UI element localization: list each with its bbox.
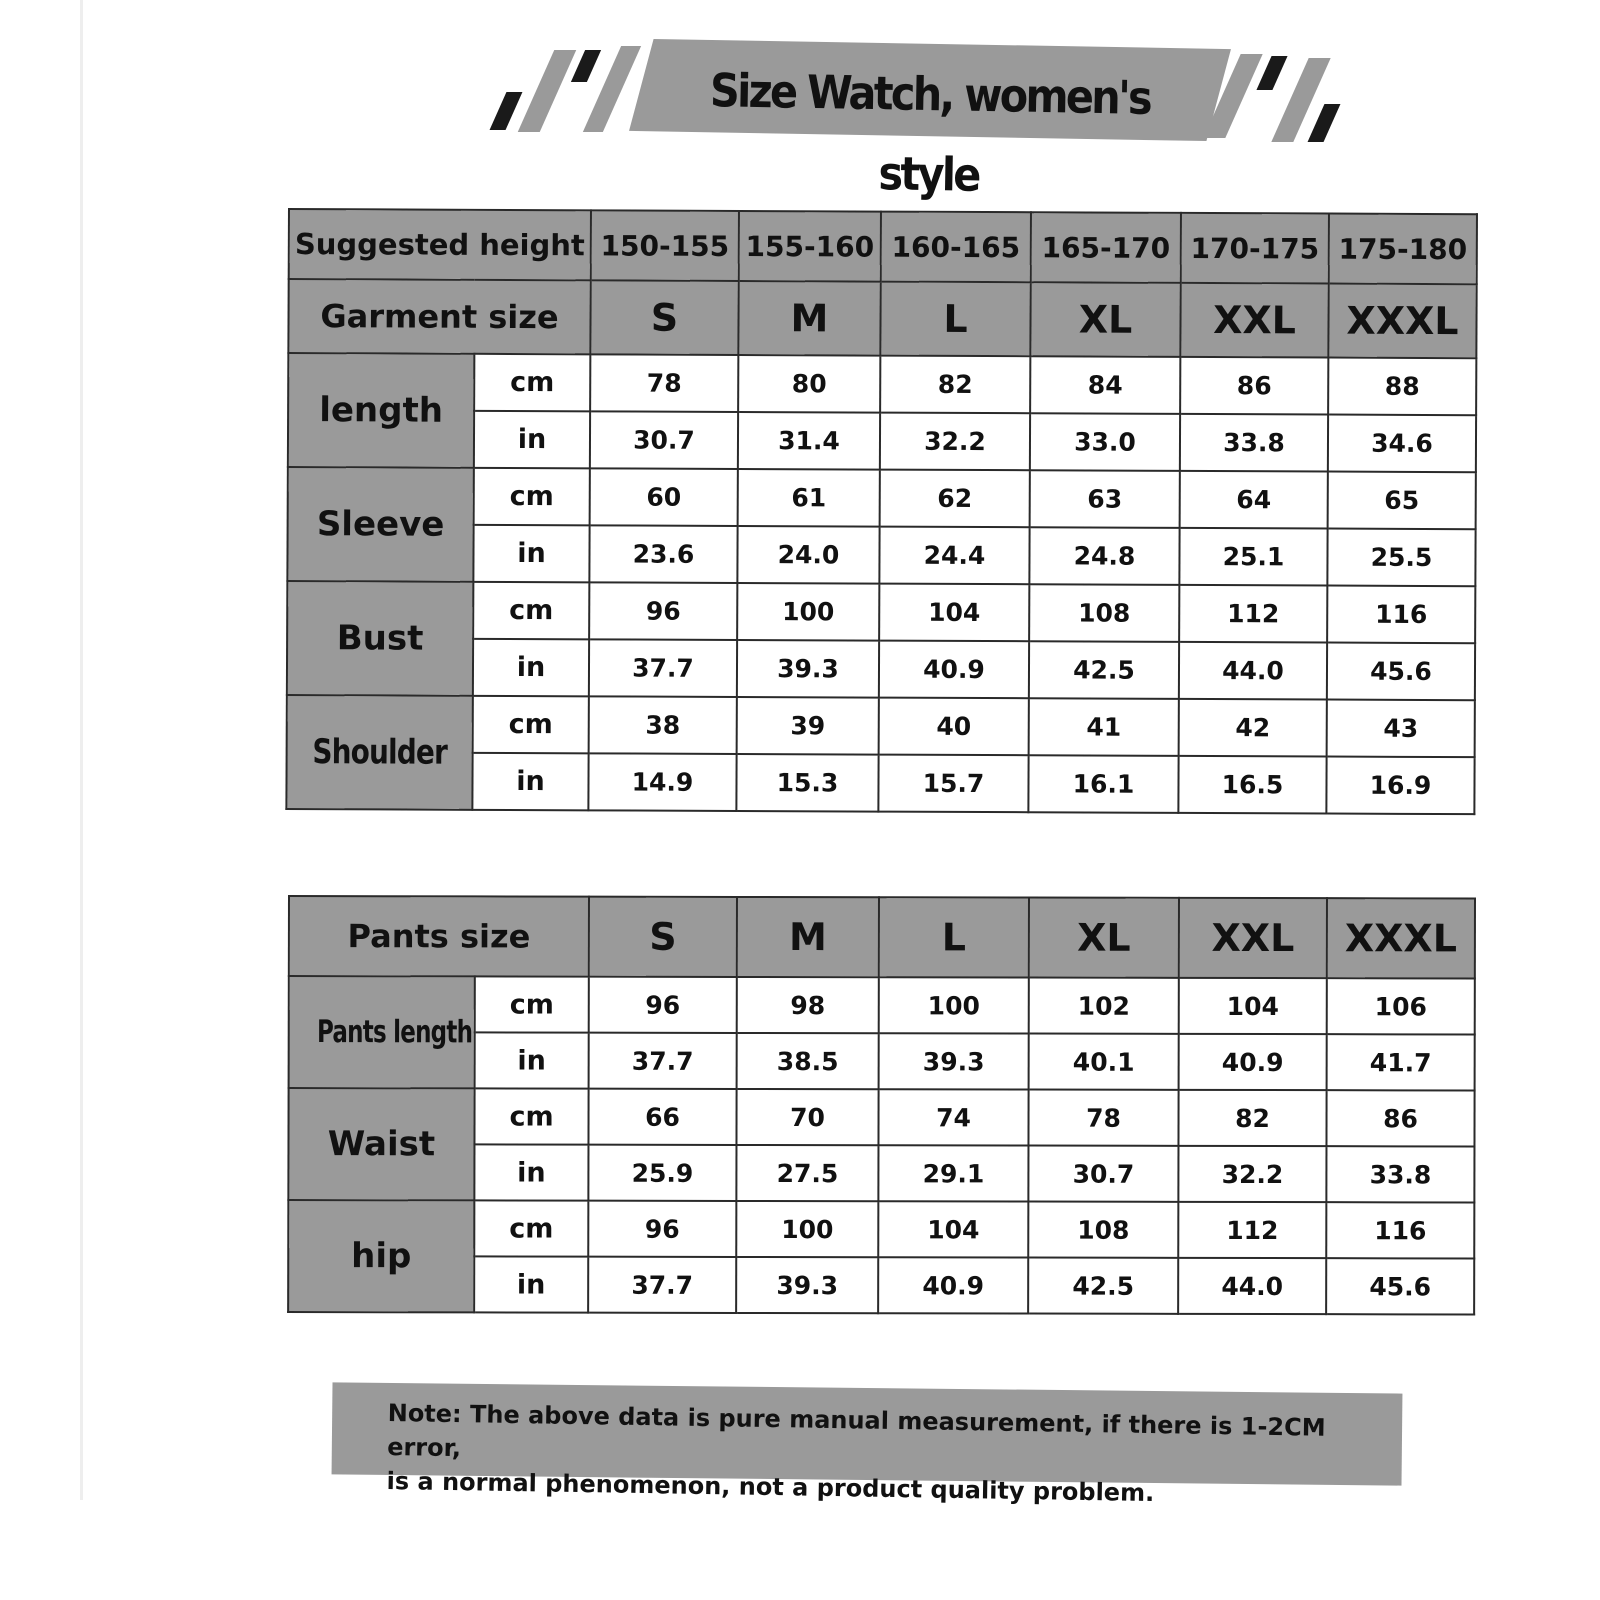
value-cell: 33.8 (1180, 414, 1328, 472)
page-title: Size Watch, women's style (709, 63, 1151, 202)
value-cell: 25.5 (1327, 529, 1475, 587)
value-cell: 82 (1178, 1090, 1326, 1146)
value-cell: 106 (1327, 978, 1475, 1034)
edge-line (80, 0, 83, 1500)
size-cell: S (589, 897, 737, 977)
value-cell: 112 (1179, 585, 1327, 643)
right-stripe-2 (1256, 56, 1287, 90)
unit-label: in (473, 639, 589, 697)
size-cell: M (737, 897, 879, 977)
value-cell: 23.6 (589, 525, 737, 583)
value-cell: 41 (1029, 698, 1179, 756)
value-cell: 63 (1030, 470, 1180, 528)
value-cell: 45.6 (1327, 643, 1475, 701)
value-cell: 31.4 (738, 412, 880, 470)
value-cell: 112 (1178, 1202, 1326, 1258)
value-cell: 42 (1179, 699, 1327, 757)
value-cell: 40.9 (878, 1257, 1028, 1313)
value-cell: 100 (737, 583, 879, 641)
measure-label-bust: Bust (287, 581, 473, 696)
note-text (386, 1396, 1367, 1513)
value-cell: 43 (1327, 700, 1475, 758)
value-cell: 33.0 (1030, 413, 1180, 471)
value-cell: 100 (736, 1201, 878, 1257)
unit-label: in (472, 753, 588, 811)
size-cell: L (880, 282, 1030, 357)
measure-label-length: length (288, 353, 474, 468)
pants-size-row (289, 896, 1475, 978)
title-banner (490, 40, 1360, 202)
value-cell: 100 (879, 977, 1029, 1033)
garment-size-row (288, 279, 1476, 358)
height-cell: 150-155 (591, 210, 739, 281)
height-cell: 155-160 (739, 211, 881, 282)
value-cell: 42.5 (1028, 1258, 1178, 1314)
value-cell: 25.1 (1179, 528, 1327, 586)
table-row (288, 467, 1476, 529)
measure-label-hip: hip (288, 1200, 474, 1312)
unit-label: in (473, 525, 589, 583)
value-cell: 37.7 (589, 639, 737, 697)
size-cell: L (879, 897, 1029, 977)
value-cell: 104 (1179, 978, 1327, 1034)
unit-label: in (474, 1256, 588, 1312)
unit-label: cm (474, 468, 590, 526)
value-cell: 96 (588, 1201, 736, 1257)
value-cell: 15.3 (736, 754, 878, 812)
value-cell: 98 (737, 977, 879, 1033)
size-cell: XL (1030, 282, 1180, 357)
left-stripe-1 (490, 92, 523, 130)
value-cell: 116 (1326, 1202, 1474, 1258)
value-cell: 24.4 (879, 527, 1029, 585)
suggested-height-label: Suggested height (289, 209, 591, 280)
value-cell: 42.5 (1029, 641, 1179, 699)
value-cell: 14.9 (588, 753, 736, 811)
unit-label: in (475, 1032, 589, 1088)
size-cell: M (738, 281, 880, 356)
value-cell: 74 (878, 1089, 1028, 1145)
unit-label: in (474, 411, 590, 469)
unit-label: in (474, 1144, 588, 1200)
value-cell: 104 (879, 584, 1029, 642)
value-cell: 102 (1029, 978, 1179, 1034)
table-row (287, 581, 1475, 643)
value-cell: 16.5 (1178, 756, 1326, 814)
value-cell: 60 (590, 468, 738, 526)
value-cell: 24.8 (1029, 527, 1179, 585)
garment-size-table (285, 208, 1478, 815)
left-stripe-3 (571, 50, 601, 82)
value-cell: 40 (879, 698, 1029, 756)
value-cell: 38.5 (737, 1033, 879, 1089)
height-row (289, 209, 1477, 284)
table-row (287, 695, 1475, 757)
measure-label-shoulder (286, 695, 472, 810)
value-cell: 78 (590, 354, 738, 412)
value-cell: 64 (1180, 471, 1328, 529)
value-cell: 29.1 (878, 1145, 1028, 1201)
value-cell: 30.7 (590, 411, 738, 469)
value-cell: 33.8 (1326, 1146, 1474, 1202)
value-cell: 62 (880, 470, 1030, 528)
value-cell: 78 (1028, 1090, 1178, 1146)
note-line-2: is a normal phenomenon, not a product quality problem. (386, 1466, 1155, 1508)
unit-label: cm (473, 582, 589, 640)
value-cell: 15.7 (878, 755, 1028, 813)
value-cell: 16.9 (1326, 757, 1474, 815)
value-cell: 108 (1029, 584, 1179, 642)
value-cell: 104 (878, 1201, 1028, 1257)
height-cell: 170-175 (1181, 213, 1329, 284)
size-cell: XXL (1180, 283, 1328, 358)
value-cell: 86 (1180, 357, 1328, 415)
value-cell: 40.9 (879, 641, 1029, 699)
value-cell: 65 (1328, 472, 1476, 530)
pants-size-table (287, 895, 1476, 1315)
shoulder-text: Shoulder (312, 732, 447, 773)
measure-label-sleeve: Sleeve (287, 467, 473, 582)
value-cell: 37.7 (589, 1033, 737, 1089)
value-cell: 88 (1328, 358, 1476, 416)
value-cell: 44.0 (1179, 642, 1327, 700)
size-cell: XXXL (1328, 284, 1476, 359)
unit-label: cm (474, 1200, 588, 1256)
value-cell: 96 (589, 582, 737, 640)
value-cell: 39.3 (736, 1257, 878, 1313)
unit-label: cm (474, 1088, 588, 1144)
size-cell: XXL (1179, 898, 1327, 978)
value-cell: 96 (589, 977, 737, 1033)
value-cell: 34.6 (1328, 415, 1476, 473)
table-row (288, 353, 1476, 415)
value-cell: 44.0 (1178, 1258, 1326, 1314)
value-cell: 37.7 (588, 1257, 736, 1313)
value-cell: 70 (736, 1089, 878, 1145)
value-cell: 39 (737, 697, 879, 755)
measure-label-waist: Waist (288, 1088, 474, 1200)
size-cell: XXXL (1327, 898, 1475, 978)
value-cell: 39.3 (737, 640, 879, 698)
left-stripe-2 (518, 50, 577, 132)
value-cell: 80 (738, 355, 880, 413)
note-line-1: Note: The above data is pure manual measurement, if there is 1-2CM error, (386, 1398, 1326, 1463)
height-cell: 175-180 (1329, 214, 1477, 285)
value-cell: 40.9 (1179, 1034, 1327, 1090)
size-cell: XL (1029, 898, 1179, 978)
value-cell: 86 (1326, 1090, 1474, 1146)
value-cell: 38 (589, 696, 737, 754)
table-row (288, 1200, 1474, 1258)
value-cell: 39.3 (879, 1033, 1029, 1089)
value-cell: 30.7 (1028, 1146, 1178, 1202)
height-cell: 160-165 (881, 212, 1031, 283)
right-stripe-4 (1308, 104, 1341, 142)
table-row (288, 1088, 1474, 1146)
unit-label: cm (473, 696, 589, 754)
value-cell: 116 (1327, 586, 1475, 644)
pants-length-text: Pants length (316, 1014, 473, 1051)
value-cell: 16.1 (1028, 755, 1178, 813)
value-cell: 41.7 (1327, 1034, 1475, 1090)
height-cell: 165-170 (1031, 212, 1181, 283)
value-cell: 27.5 (736, 1145, 878, 1201)
value-cell: 61 (738, 469, 880, 527)
value-cell: 45.6 (1326, 1258, 1474, 1314)
value-cell: 108 (1028, 1202, 1178, 1258)
measure-label-pants-length (289, 976, 475, 1088)
pants-size-label: Pants size (289, 896, 589, 977)
value-cell: 32.2 (1178, 1146, 1326, 1202)
unit-label: cm (474, 354, 590, 412)
value-cell: 24.0 (737, 526, 879, 584)
value-cell: 82 (880, 356, 1030, 414)
unit-label: cm (475, 976, 589, 1032)
value-cell: 84 (1030, 356, 1180, 414)
garment-size-label: Garment size (288, 279, 590, 354)
table-row (289, 976, 1475, 1034)
value-cell: 40.1 (1029, 1034, 1179, 1090)
value-cell: 66 (588, 1089, 736, 1145)
value-cell: 25.9 (588, 1145, 736, 1201)
value-cell: 32.2 (880, 413, 1030, 471)
size-cell: S (590, 280, 738, 355)
